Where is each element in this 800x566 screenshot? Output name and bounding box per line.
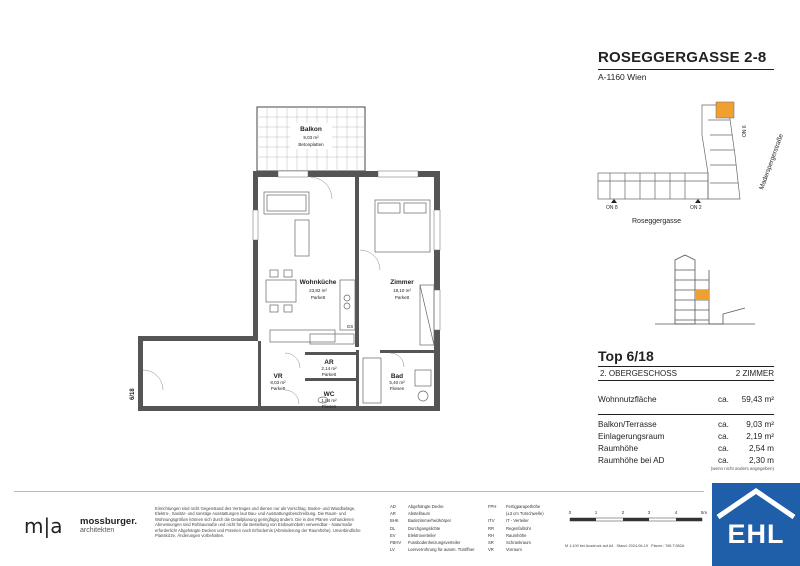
unit-rule-2 (598, 380, 774, 381)
title-rule (598, 69, 774, 70)
wc-floor: Fliesen (321, 404, 337, 409)
area-row-einlagerung (598, 432, 774, 441)
vr-area: 8,03 m² (270, 380, 286, 385)
area-row-raumhoehe (598, 444, 774, 453)
scale-tick: 2 (621, 510, 625, 515)
area-row-balkon (598, 420, 774, 429)
area-note: (wenn nicht anders angegeben) (710, 466, 774, 471)
balcony-name: Balkon (300, 126, 322, 133)
scale-tick: 5m (700, 510, 708, 515)
project-title: ROSEGGERGASSE 2-8 (598, 49, 767, 66)
area-ca: ca. (718, 456, 729, 465)
house-roof-icon (712, 483, 800, 523)
section-diagram (655, 250, 775, 330)
legend-item: SR Schrankraum (488, 540, 531, 546)
plan-meta (565, 544, 684, 548)
balcony-floor: Betonplatten (298, 142, 324, 147)
site-entrance-2: ON 2 (690, 205, 702, 211)
area-label: Wohnnutzfläche (598, 395, 657, 404)
legend-left (390, 503, 475, 553)
legend-item: AD Abgehängte Decke (390, 504, 444, 509)
project-city: A-1160 Wien (598, 72, 647, 82)
ehl-wordmark: EHL (727, 519, 785, 549)
area-row-wohnnutzflaeche (598, 395, 774, 404)
scale-tick: 3 (647, 510, 651, 515)
street-maderspergerstrasse: Maderspergerstraße (758, 132, 786, 191)
site-plan (590, 95, 786, 235)
wc-area: 1,84 m² (321, 398, 337, 403)
legend-item: RR Regenfallrohr (488, 525, 532, 531)
area-ca: ca. (718, 420, 729, 429)
floor-plan (130, 100, 450, 420)
wohnkueche-area: 23,82 m² (309, 288, 327, 293)
area-value: 2,19 m² (746, 432, 774, 441)
scale-bar (566, 508, 711, 530)
area-label: Raumhöhe bei AD (598, 456, 665, 465)
wohnkueche-floor: Parkett (310, 295, 326, 300)
area-value: 59,43 m² (741, 395, 774, 404)
legend-item: AR Abstellraum (390, 511, 431, 517)
scale-tick: 0 (568, 510, 572, 515)
legend-item: FBHV Fussbodenheizungsverteiler (390, 540, 461, 546)
entrance-label: 6/18 (130, 388, 136, 400)
site-entrance-6: ON 6 (742, 125, 748, 137)
area-ca: ca. (718, 444, 729, 453)
architect-name: mossburger. (80, 516, 138, 527)
area-rule (598, 414, 774, 415)
zimmer-area: 18,10 m² (393, 288, 411, 293)
scale-note: M 1:100 bei Ausdruck auf A4 (565, 544, 614, 548)
ar-floor: Parkett (321, 372, 337, 377)
bad-floor: Fliesen (389, 386, 405, 391)
unit-floor: 2. OBERGESCHOSS (600, 369, 677, 378)
architect-logo-mark: m|a (24, 514, 63, 538)
area-label: Einlagerungsraum (598, 432, 665, 441)
footer-divider (14, 491, 704, 492)
scale-tick: 1 (594, 510, 598, 515)
area-label: Balkon/Terrasse (598, 420, 657, 429)
balcony-area-value: 9,03 m² (303, 135, 319, 140)
legend-item: EV Elektroverteiler (390, 532, 436, 538)
unit-rule (598, 366, 774, 367)
plan-date: Stand: 2024-06-19 (616, 544, 648, 548)
ar-name: AR (324, 359, 334, 366)
street-roseggergasse: Roseggergasse (632, 218, 682, 225)
area-ca: ca. (718, 432, 729, 441)
legend-item: RH Raumhöhe (488, 532, 527, 538)
legend-item: ITV IT - Verteiler (488, 518, 529, 524)
wohnkueche-name: Wohnküche (299, 279, 337, 286)
bad-name: Bad (390, 373, 404, 380)
plan-number: Plannr.: 769.T.982A (651, 544, 685, 548)
legend-item: FPH Fertigparapethöhe (488, 504, 541, 509)
area-label: Raumhöhe (598, 444, 639, 453)
legend-item: DL Durchgangslichte (390, 525, 441, 531)
zimmer-name: Zimmer (390, 279, 414, 286)
area-value: 2,30 m (748, 456, 774, 465)
site-entrance-8: ON 8 (606, 205, 618, 211)
area-value: 2,54 m (748, 444, 774, 453)
wc-name: WC (323, 391, 335, 398)
architect-sub: architekten (80, 527, 115, 534)
legend-right (488, 503, 544, 553)
legend-item: VR Vorraum (488, 547, 522, 553)
bad-area: 5,40 m² (389, 380, 405, 385)
unit-rooms: 2 ZIMMER (735, 369, 774, 378)
vr-name: VR (273, 373, 283, 380)
area-row-raumhoehe-ad (598, 456, 774, 465)
ar-area: 2,14 m² (321, 366, 337, 371)
gs-label: GS (346, 324, 354, 329)
disclaimer-text: Einrichtungen sind nicht Gegenstand des Vertrages und dienen nur als Vorschlag. Boden- und Wandbeläge, Elektro-, Sanitär- und sonstige Ausstattungen laut Bau- und Ausstattungsbeschreibung. Die Raum- und Wohnungsgrößen können sich durch die Detailplanung geringfügig ändern. Die in den Plänen vorhandenen Abmessungen sind Rohbaumaße und nicht für die Bestellung von Einbaumöbeln verwendbar - Naturmaße erforderlich! Abgehängte Decken und Poterien nach Erfordernis (Abminderung der Raumhöhe). Unverbindliche Planskizze, Änderungen vorbehalten. (155, 506, 361, 539)
area-value: 9,03 m² (746, 420, 774, 429)
ehl-logo (712, 483, 800, 566)
legend-item: LV Leerverrohrung für autom. Türöffner (390, 547, 475, 553)
zimmer-floor: Parkett (394, 295, 410, 300)
legend-item: BHK Badezimmerheizkörper (390, 518, 452, 524)
unit-number: Top 6/18 (598, 348, 654, 364)
area-ca: ca. (718, 395, 729, 404)
scale-tick: 4 (674, 510, 678, 515)
legend-item: (±3 cm Türschwelle) (506, 511, 544, 517)
vr-floor: Parkett (270, 386, 286, 391)
